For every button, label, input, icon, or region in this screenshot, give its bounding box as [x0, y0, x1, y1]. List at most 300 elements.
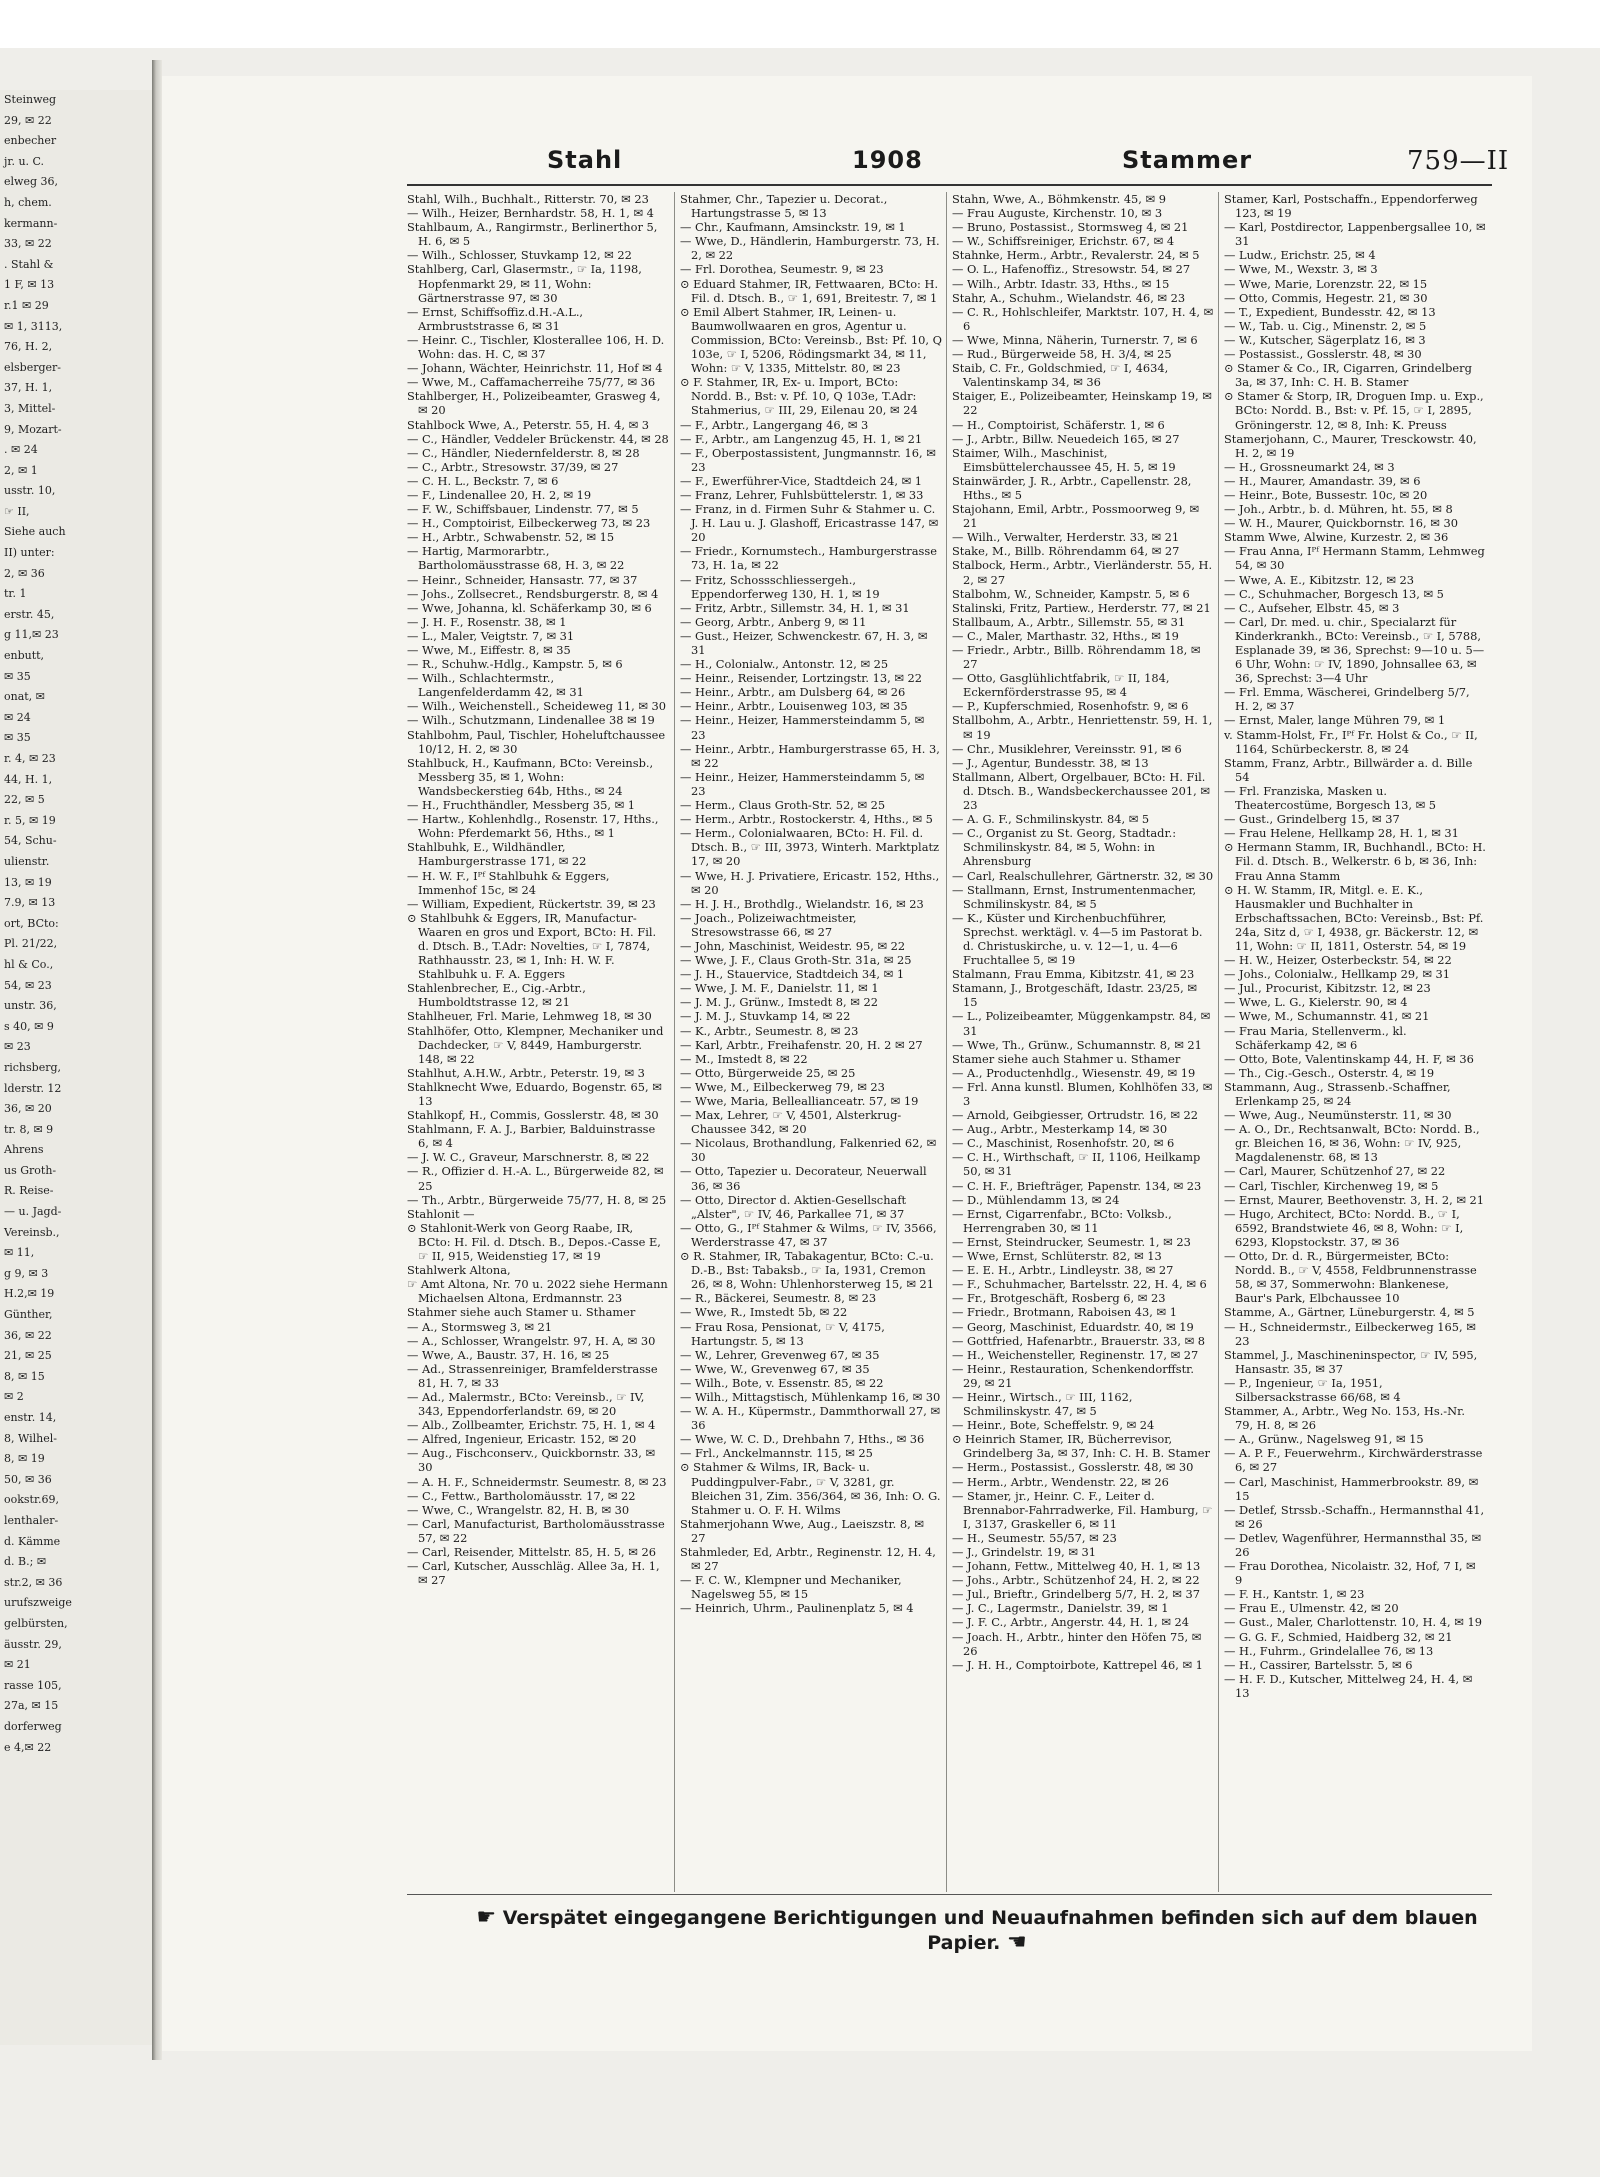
- directory-entry: — K., Küster und Kirchenbuchführer, Sprechst. werktägl. v. 4—5 im Pastorat b. d. Christuskirche, u. v. 12—1, u. 4—6 Fruchtallee 5, ✉ 19: [952, 910, 1203, 968]
- footer-rule: [407, 1894, 1492, 1895]
- directory-entry: Stahlwerk Altona,: [407, 1263, 511, 1278]
- directory-entry: Stahl, Wilh., Buchhalt., Ritterstr. 70, ✉ 23: [407, 192, 649, 206]
- directory-entry: — Frl., Anckelmannstr. 115, ✉ 25: [680, 1446, 873, 1461]
- directory-entry: Stake, M., Billb. Röhrendamm 64, ✉ 27: [952, 544, 1180, 559]
- directory-entry: — Ad., Malermstr., BCto: Vereinsb., ☞ IV, 343, Eppendorferlandstr. 69, ✉ 20: [407, 1389, 645, 1419]
- fragment-line: us Groth-: [4, 1163, 57, 1177]
- fragment-line: onat, ✉: [4, 690, 45, 704]
- fragment-line: 21, ✉ 25: [4, 1349, 52, 1363]
- directory-entry: — J. F. C., Arbtr., Angerstr. 44, H. 1, ✉ 24: [952, 1615, 1190, 1630]
- fragment-line: jr. u. C.: [4, 154, 45, 168]
- directory-entry: — Heinr., Arbtr., Louisenweg 103, ✉ 35: [680, 699, 908, 714]
- directory-entry: Stahlhut, A.H.W., Arbtr., Peterstr. 19, ✉ 3: [407, 1065, 645, 1080]
- directory-entry: — G. G. F., Schmied, Haidberg 32, ✉ 21: [1224, 1629, 1453, 1644]
- fragment-line: lderstr. 12: [4, 1081, 62, 1095]
- directory-entry: — W., Lehrer, Grevenweg 67, ✉ 35: [680, 1347, 880, 1362]
- fragment-line: ☞ II,: [4, 504, 30, 518]
- directory-entry: — C., Arbtr., Stresowstr. 37/39, ✉ 27: [407, 459, 619, 474]
- directory-entry: — Bruno, Postassist., Stormsweg 4, ✉ 21: [952, 220, 1189, 235]
- directory-entry: — Frau Rosa, Pensionat, ☞ V, 4175, Hartungstr. 5, ✉ 13: [680, 1319, 885, 1348]
- directory-entry: — Frau E., Ulmenstr. 42, ✉ 20: [1224, 1601, 1399, 1616]
- directory-entry: — Frau Helene, Hellkamp 28, H. 1, ✉ 31: [1224, 826, 1459, 841]
- directory-entry: Stahlbohm, Paul, Tischler, Hoheluftchaussee 10/12, H. 2, ✉ 30: [407, 727, 666, 756]
- directory-entry: — Wwe, R., Imstedt 5b, ✉ 22: [680, 1305, 848, 1320]
- header-first-entry: Stahl: [547, 146, 623, 174]
- directory-entry: Stahlonit —: [407, 1206, 475, 1221]
- directory-entry: — Alfred, Ingenieur, Ericastr. 152, ✉ 20: [407, 1432, 637, 1447]
- directory-entry: — P., Ingenieur, ☞ Ia, 1951, Silbersackstrasse 66/68, ✉ 4: [1224, 1375, 1401, 1404]
- directory-entry: — Wwe, Ernst, Schlüterstr. 82, ✉ 13: [952, 1249, 1162, 1264]
- header-rule: [407, 184, 1492, 186]
- directory-entry: Stahlbuhk, E., Wildhändler, Hamburgerstrasse 171, ✉ 22: [407, 840, 587, 869]
- directory-entry: Stamm Wwe, Alwine, Kurzestr. 2, ✉ 36: [1224, 530, 1449, 545]
- directory-entry: — Frau Dorothea, Nicolaistr. 32, Hof, 7 I, ✉ 9: [1224, 1559, 1476, 1588]
- directory-entry: — Gust., Maler, Charlottenstr. 10, H. 4, ✉ 19: [1224, 1615, 1482, 1630]
- directory-entry: — Otto, Bote, Valentinskamp 44, H. F, ✉ 36: [1224, 1051, 1474, 1066]
- directory-entry: — Joach. H., Arbtr., hinter den Höfen 75, ✉ 26: [952, 1629, 1202, 1658]
- directory-entry: — R., Bäckerei, Seumestr. 8, ✉ 23: [680, 1291, 877, 1306]
- directory-entry: Stahlkopf, H., Commis, Gosslerstr. 48, ✉ 30: [407, 1108, 659, 1123]
- directory-entry: — Johann, Wächter, Heinrichstr. 11, Hof ✉ 4: [407, 361, 663, 376]
- directory-entry: — Gust., Heizer, Schwenckestr. 67, H. 3, ✉ 31: [680, 628, 928, 657]
- directory-entry: ⊙ H. W. Stamm, IR, Mitgl. e. E. K., Hausmakler und Buchhalter in Erbschaftssachen, BCto: Vereinsb., Bst: Pf. 24a, Sitz d, ☞ I, 4938, gr. Bäckerstr. 12, ✉ 11, Wohn: ☞ II, 1811, Osterstr. 54, ✉ 19: [1224, 882, 1484, 953]
- directory-entry: — Postassist., Gosslerstr. 48, ✉ 30: [1224, 347, 1422, 362]
- directory-entry: — C. R., Hohlschleifer, Marktstr. 107, H. 4, ✉ 6: [952, 304, 1214, 333]
- directory-entry: ☞ Amt Altona, Nr. 70 u. 2022 siehe Hermann Michaelsen Altona, Erdmannstr. 23: [407, 1277, 668, 1306]
- fragment-line: 7.9, ✉ 13: [4, 896, 56, 910]
- fragment-line: d. Kämme: [4, 1534, 61, 1548]
- directory-entry: — Herm., Arbtr., Wendenstr. 22, ✉ 26: [952, 1474, 1169, 1489]
- column-divider: [674, 192, 675, 1892]
- directory-entry: Stamer, Karl, Postschaffn., Eppendorferweg 123, ✉ 19: [1224, 192, 1478, 221]
- directory-entry: — Aug., Fischconserv., Quickbornstr. 33, ✉ 30: [407, 1446, 656, 1475]
- fragment-line: 29, ✉ 22: [4, 113, 52, 127]
- directory-entry: — J. C., Lagermstr., Danielstr. 39, ✉ 1: [952, 1601, 1169, 1616]
- directory-entry: — Frau Auguste, Kirchenstr. 10, ✉ 3: [952, 206, 1163, 221]
- directory-entry: — Wwe, M., Caffamacherreihe 75/77, ✉ 36: [407, 375, 656, 390]
- directory-entry: — Jul., Procurist, Kibitzstr. 12, ✉ 23: [1224, 981, 1431, 996]
- directory-entry: — H., Schneidermstr., Eilbeckerweg 165, ✉ 23: [1224, 1319, 1476, 1348]
- directory-entry: — Ernst, Maler, lange Mühren 79, ✉ 1: [1224, 713, 1446, 728]
- fragment-line: kermann-: [4, 216, 58, 230]
- directory-entry: — Wilh., Mittagstisch, Mühlenkamp 16, ✉ 30: [680, 1389, 941, 1404]
- fragment-line: II) unter:: [4, 546, 55, 560]
- directory-entry: — H., Maurer, Amandastr. 39, ✉ 6: [1224, 473, 1421, 488]
- directory-entry: — R., Schuhw.-Hdlg., Kampstr. 5, ✉ 6: [407, 657, 623, 672]
- header-year: 1908: [852, 146, 923, 174]
- directory-entry: — A., Grünw., Nagelsweg 91, ✉ 15: [1224, 1432, 1424, 1447]
- directory-entry: Stamerjohann, C., Maurer, Tresckowstr. 40, H. 2, ✉ 19: [1224, 431, 1477, 460]
- fragment-line: — u. Jagd-: [4, 1205, 62, 1219]
- column-2: [680, 192, 942, 1892]
- directory-entry: ⊙ Stahmer & Wilms, IR, Back- u. Puddingpulver-Fabr., ☞ V, 3281, gr. Bleichen 31, Zim. 356/364, ✉ 36, Inh: O. G. Stahmer u. O. F. H. Wilms: [680, 1460, 941, 1517]
- directory-entry: — Jul., Brieftr., Grindelberg 5/7, H. 2, ✉ 37: [952, 1587, 1200, 1602]
- directory-entry: Stahlbock Wwe, A., Peterstr. 55, H. 4, ✉ 3: [407, 417, 650, 432]
- directory-entry: — H., Seumestr. 55/57, ✉ 23: [952, 1530, 1117, 1545]
- directory-entry: Stajohann, Emil, Arbtr., Possmoorweg 9, ✉ 21: [952, 502, 1199, 531]
- fragment-line: Siehe auch: [4, 525, 66, 539]
- fragment-line: 36, ✉ 22: [4, 1328, 52, 1342]
- directory-entry: ⊙ R. Stahmer, IR, Tabakagentur, BCto: C.-u. D.-B., Bst: Tabaksb., ☞ Ia, 1931, Cremon 26, ✉ 8, Wohn: Uhlenhorsterweg 15, ✉ 21: [680, 1249, 935, 1292]
- directory-entry: — H. F. D., Kutscher, Mittelweg 24, H. 4, ✉ 13: [1224, 1671, 1473, 1700]
- directory-entry: Stallbaum, A., Arbtr., Sillemstr. 55, ✉ 31: [952, 614, 1186, 629]
- directory-entry: — C., Händler, Niedernfelderstr. 8, ✉ 28: [407, 445, 640, 460]
- directory-entry: — F., Schuhmacher, Bartelsstr. 22, H. 4, ✉ 6: [952, 1277, 1207, 1292]
- fragment-line: tr. 1: [4, 587, 27, 601]
- directory-entry: — J. M. J., Grünw., Imstedt 8, ✉ 22: [680, 995, 878, 1010]
- directory-entry: — Wilh., Schutzmann, Lindenallee 38 ✉ 19: [407, 713, 655, 728]
- directory-entry: Stahmerjohann Wwe, Aug., Laeiszstr. 8, ✉ 27: [680, 1516, 924, 1545]
- directory-entry: — Frl. Anna kunstl. Blumen, Kohlhöfen 33, ✉ 3: [952, 1079, 1213, 1108]
- directory-entry: — Otto, Bürgerweide 25, ✉ 25: [680, 1065, 856, 1080]
- directory-entry: — Arnold, Geibgiesser, Ortrudstr. 16, ✉ 22: [952, 1108, 1199, 1123]
- directory-entry: — Wilh., Schlachtermstr., Langenfelderdamm 42, ✉ 31: [407, 671, 584, 700]
- directory-entry: — Heinr., Restauration, Schenkendorffstr. 29, ✉ 21: [952, 1361, 1194, 1390]
- directory-entry: — Johs., Arbtr., Schützenhof 24, H. 2, ✉ 22: [952, 1573, 1200, 1588]
- directory-entry: — Wwe, Johanna, kl. Schäferkamp 30, ✉ 6: [407, 600, 652, 615]
- fragment-line: hl & Co.,: [4, 957, 54, 971]
- directory-entry: Stahlbuck, H., Kaufmann, BCto: Vereinsb., Messberg 35, ✉ 1, Wohn: Wandsbeckerstieg 64b, Hths., ✉ 24: [407, 755, 654, 798]
- directory-entry: — Friedr., Brotmann, Raboisen 43, ✉ 1: [952, 1305, 1177, 1320]
- fragment-line: 76, H. 2,: [4, 340, 53, 354]
- directory-entry: — Johs., Zollsecret., Rendsburgerstr. 8, ✉ 4: [407, 586, 659, 601]
- top-margin: [0, 0, 1600, 48]
- fragment-line: 8, Wilhel-: [4, 1431, 57, 1445]
- column-divider: [946, 192, 947, 1892]
- directory-entry: — Ernst, Steindrucker, Seumestr. 1, ✉ 23: [952, 1234, 1191, 1249]
- directory-entry: — Wilh., Arbtr. Idastr. 33, Hths., ✉ 15: [952, 276, 1170, 291]
- fragment-line: usstr. 10,: [4, 484, 56, 498]
- directory-entry: — Heinr., Heizer, Hammersteindamm 5, ✉ 23: [680, 769, 925, 798]
- directory-entry: — Wwe, M., Wexstr. 3, ✉ 3: [1224, 262, 1378, 277]
- directory-entry: — Ernst, Cigarrenfabr., BCto: Volksb., Herrengraben 30, ✉ 11: [952, 1206, 1172, 1235]
- directory-entry: — J. H. H., Comptoirbote, Kattrepel 46, ✉ 1: [952, 1657, 1203, 1672]
- fragment-line: 9, Mozart-: [4, 422, 62, 436]
- directory-entry: Stahn, Wwe, A., Böhmkenstr. 45, ✉ 9: [952, 192, 1166, 206]
- directory-entry: — Wwe, A., Baustr. 37, H. 16, ✉ 25: [407, 1347, 610, 1362]
- directory-entry: Stallbohm, A., Arbtr., Henriettenstr. 59, H. 1, ✉ 19: [952, 713, 1213, 742]
- directory-entry: — Frau Maria, Stellenverm., kl. Schäferkamp 42, ✉ 6: [1224, 1023, 1407, 1052]
- directory-entry: Stahlberger, H., Polizeibeamter, Grasweg 4, ✉ 20: [407, 389, 661, 418]
- directory-entry: Staimer, Wilh., Maschinist, Eimsbüttelerchaussee 45, H. 5, ✉ 19: [952, 445, 1176, 474]
- directory-entry: — Carl, Realschullehrer, Gärtnerstr. 32, ✉ 30: [952, 868, 1214, 883]
- fragment-line: ✉ 21: [4, 1658, 31, 1672]
- directory-entry: — Friedr., Kornumstech., Hamburgerstrasse 73, H. 1a, ✉ 22: [680, 544, 937, 573]
- fragment-line: 8, ✉ 15: [4, 1369, 45, 1383]
- fragment-line: g 11,✉ 23: [4, 628, 59, 642]
- directory-entry: — C., Schuhmacher, Borgesch 13, ✉ 5: [1224, 586, 1444, 601]
- fragment-line: rasse 105,: [4, 1678, 62, 1692]
- fragment-line: elsberger-: [4, 360, 62, 374]
- directory-entry: — Hugo, Architect, BCto: Nordd. B., ☞ I, 6592, Brandstwiete 46, ✉ 8, Wohn: ☞ I, 6293, Klopstockstr. 37, ✉ 36: [1224, 1206, 1464, 1249]
- directory-entry: — J. W. C., Graveur, Marschnerstr. 8, ✉ 22: [407, 1150, 650, 1165]
- directory-entry: — Heinr., Heizer, Hammersteindamm 5, ✉ 23: [680, 713, 925, 742]
- directory-entry: — Ernst, Schiffsoffiz.d.H.-A.L., Armbruststrasse 6, ✉ 31: [407, 304, 584, 333]
- directory-entry: Stahnke, Herm., Arbtr., Revalerstr. 24, ✉ 5: [952, 248, 1200, 263]
- fragment-line: ✉ 2: [4, 1390, 24, 1404]
- fragment-line: urufszweige: [4, 1596, 72, 1610]
- fragment-line: ✉ 11,: [4, 1246, 35, 1260]
- fragment-line: e 4,✉ 22: [4, 1740, 52, 1754]
- directory-entry: — F., Oberpostassistent, Jungmannstr. 16, ✉ 23: [680, 445, 936, 474]
- directory-entry: — Wilh., Verwalter, Herderstr. 33, ✉ 21: [952, 530, 1180, 545]
- directory-entry: — Karl, Arbtr., Freihafenstr. 20, H. 2 ✉ 27: [680, 1037, 923, 1052]
- directory-entry: — W. A. H., Küpermstr., Dammthorwall 27, ✉ 36: [680, 1404, 941, 1433]
- directory-entry: — Wwe, Aug., Neumünsterstr. 11, ✉ 30: [1224, 1108, 1452, 1123]
- directory-entry: — C., Händler, Veddeler Brückenstr. 44, ✉ 28: [407, 431, 669, 446]
- directory-entry: — Johann, Fettw., Mittelweg 40, H. 1, ✉ 13: [952, 1559, 1201, 1574]
- directory-entry: — F., Arbtr., Langergang 46, ✉ 3: [680, 417, 869, 432]
- directory-entry: — A. G. F., Schmilinskystr. 84, ✉ 5: [952, 812, 1150, 827]
- directory-entry: — Ad., Strassenreiniger, Bramfelderstrasse 81, H. 7, ✉ 33: [407, 1361, 658, 1390]
- fragment-line: 33, ✉ 22: [4, 237, 52, 251]
- directory-entry: Stahlmann, F. A. J., Barbier, Balduinstrasse 6, ✉ 4: [407, 1122, 656, 1151]
- directory-entry: — Herm., Arbtr., Rostockerstr. 4, Hths., ✉ 5: [680, 812, 933, 827]
- fragment-line: ookstr.69,: [4, 1493, 60, 1507]
- directory-entry: ⊙ Stahlbuhk & Eggers, IR, Manufactur-Waaren en gros und Export, BCto: H. Fil. d. Dtsch. B., T.Adr: Novelties, ☞ I, 7874, Rathhausstr. 23, ✉ 1, Inh: H. W. F. Stahlbuhk u. F. A. Eggers: [407, 910, 657, 982]
- directory-entry: — Hartw., Kohlenhdlg., Rosenstr. 17, Hths., Wohn: Pferdemarkt 56, Hths., ✉ 1: [407, 812, 659, 841]
- fragment-line: 2, ✉ 1: [4, 463, 38, 477]
- directory-entry: — F. C. W., Klempner und Mechaniker, Nagelsweg 55, ✉ 15: [680, 1573, 902, 1602]
- directory-entry: — Joh., Arbtr., b. d. Mühren, ht. 55, ✉ 8: [1224, 502, 1453, 517]
- fragment-line: ✉ 35: [4, 669, 31, 683]
- directory-entry: — Wilh., Heizer, Bernhardstr. 58, H. 1, ✉ 4: [407, 206, 654, 221]
- directory-entry: Staib, C. Fr., Goldschmied, ☞ I, 4634, Valentinskamp 34, ✉ 36: [952, 361, 1169, 390]
- directory-entry: — Carl, Reisender, Mittelstr. 85, H. 5, ✉ 26: [407, 1545, 656, 1559]
- directory-entry: — Chr., Kaufmann, Amsinckstr. 19, ✉ 1: [680, 220, 906, 235]
- fragment-line: 8, ✉ 19: [4, 1452, 45, 1466]
- directory-entry: — Frl. Dorothea, Seumestr. 9, ✉ 23: [680, 262, 884, 277]
- directory-entry: — Th., Cig.-Gesch., Osterstr. 4, ✉ 19: [1224, 1065, 1435, 1080]
- fragment-line: str.2, ✉ 36: [4, 1575, 63, 1589]
- fragment-line: s 40, ✉ 9: [4, 1019, 54, 1033]
- directory-entry: Stammel, J., Maschineninspector, ☞ IV, 595, Hansastr. 35, ✉ 37: [1224, 1347, 1478, 1376]
- directory-entry: Stahmer, Chr., Tapezier u. Decorat., Hartungstrasse 5, ✉ 13: [680, 192, 888, 221]
- directory-entry: — L., Polizeibeamter, Müggenkampstr. 84, ✉ 31: [952, 1009, 1211, 1038]
- directory-entry: — Chr., Musiklehrer, Vereinsstr. 91, ✉ 6: [952, 741, 1182, 756]
- directory-entry: — T., Expedient, Bundesstr. 42, ✉ 13: [1224, 304, 1436, 319]
- fragment-line: 37, H. 1,: [4, 381, 53, 395]
- directory-entry: — M., Imstedt 8, ✉ 22: [680, 1051, 808, 1066]
- fragment-line: ort, BCto:: [4, 916, 59, 930]
- directory-entry: — A., Stormsweg 3, ✉ 21: [407, 1319, 552, 1334]
- directory-entry: — Detlev, Wagenführer, Hermannsthal 35, ✉ 26: [1224, 1530, 1482, 1559]
- fragment-line: H.2,✉ 19: [4, 1287, 55, 1301]
- directory-entry: Stalbock, Herm., Arbtr., Vierländerstr. 55, H. 2, ✉ 27: [952, 558, 1213, 587]
- directory-entry: — Heinrich, Uhrm., Paulinenplatz 5, ✉ 4: [680, 1601, 914, 1616]
- directory-entry: — Carl, Maurer, Schützenhof 27, ✉ 22: [1224, 1164, 1446, 1179]
- directory-entry: ⊙ Emil Albert Stahmer, IR, Leinen- u. Baumwollwaaren en gros, Agentur u. Commission, BCto: Vereinsb., Bst: Pf. 10, Q 103e, ☞ I, 5206, Rödingsmarkt 34, ✉ 11, Wohn: ☞ V, 1335, Mittelstr. 80, ✉ 23: [680, 304, 942, 376]
- directory-entry: — W., Kutscher, Sägerplatz 16, ✉ 3: [1224, 332, 1426, 347]
- directory-entry: — J., Arbtr., Billw. Neuedeich 165, ✉ 27: [952, 431, 1180, 446]
- directory-entry: — Frl. Franziska, Masken u. Theatercostüme, Borgesch 13, ✉ 5: [1224, 783, 1437, 813]
- directory-entry: — A. H. F., Schneidermstr. Seumestr. 8, ✉ 23: [407, 1474, 667, 1489]
- fragment-line: 2, ✉ 36: [4, 566, 45, 580]
- directory-entry: — Wwe, C., Wrangelstr. 82, H. B, ✉ 30: [407, 1502, 630, 1517]
- directory-entry: Stamann, J., Brotgeschäft, Idastr. 23/25, ✉ 15: [952, 981, 1197, 1010]
- directory-entry: — F., Lindenallee 20, H. 2, ✉ 19: [407, 487, 592, 502]
- fragment-line: 3, Mittel-: [4, 401, 56, 415]
- directory-entry: Stahmleder, Ed, Arbtr., Reginenstr. 12, H. 4, ✉ 27: [680, 1545, 936, 1574]
- directory-entry: Stahlenbrecher, E., Cig.-Arbtr., Humboldtstrasse 12, ✉ 21: [407, 981, 586, 1010]
- fragment-line: elweg 36,: [4, 175, 58, 189]
- fragment-line: R. Reise-: [4, 1184, 54, 1198]
- directory-entry: Stallmann, Albert, Orgelbauer, BCto: H. Fil. d. Dtsch. B., Wandsbeckerchaussee 201, ✉ 23: [952, 769, 1210, 813]
- directory-entry: — John, Maschinist, Weidestr. 95, ✉ 22: [680, 938, 906, 953]
- directory-entry: — H., Comptoirist, Eilbeckerweg 73, ✉ 23: [407, 516, 651, 531]
- directory-entry: — H., Colonialw., Antonstr. 12, ✉ 25: [680, 657, 889, 672]
- directory-entry: — Otto, Director d. Aktien-Gesellschaft „Alster", ☞ IV, 46, Parkallee 71, ✉ 37: [680, 1192, 907, 1221]
- directory-entry: — Nicolaus, Brothandlung, Falkenried 62, ✉ 30: [680, 1136, 937, 1165]
- fragment-line: lenthaler-: [4, 1513, 59, 1527]
- directory-entry: — Gottfried, Hafenarbtr., Brauerstr. 33, ✉ 8: [952, 1333, 1206, 1348]
- column-divider: [1218, 192, 1219, 1892]
- directory-entry: — P., Kupferschmied, Rosenhofstr. 9, ✉ 6: [952, 699, 1189, 714]
- fragment-line: unstr. 36,: [4, 999, 57, 1013]
- directory-entry: — F., Ewerführer-Vice, Stadtdeich 24, ✉ 1: [680, 473, 923, 488]
- directory-entry: — Otto, Dr. d. R., Bürgermeister, BCto: Nordd. B., ☞ V, 4558, Feldbrunnenstrasse 58, ✉ 37, Sommerwohn: Blankenese, Baur's Park, Elbchaussee 10: [1224, 1249, 1477, 1306]
- directory-entry: — F. W., Schiffsbauer, Lindenstr. 77, ✉ 5: [407, 502, 639, 517]
- fragment-line: enstr. 14,: [4, 1411, 57, 1424]
- fragment-line: 36, ✉ 20: [4, 1102, 52, 1116]
- directory-entry: ⊙ Stahlonit-Werk von Georg Raabe, IR, BCto: H. Fil. d. Dtsch. B., Depos.-Casse E, ☞ II, 915, Weidenstieg 17, ✉ 19: [407, 1220, 661, 1264]
- fragment-line: Pl. 21/22,: [4, 937, 58, 951]
- page-gutter: [152, 60, 162, 2060]
- directory-entry: — Wilh., Weichenstell., Scheideweg 11, ✉ 30: [407, 699, 667, 714]
- fragment-line: ✉ 24: [4, 710, 31, 724]
- fragment-line: 50, ✉ 36: [4, 1472, 52, 1486]
- directory-entry: — L., Maler, Veigtstr. 7, ✉ 31: [407, 628, 575, 643]
- directory-entry: — C., Maler, Marthastr. 32, Hths., ✉ 19: [952, 628, 1179, 643]
- directory-entry: Stahr, A., Schuhm., Wielandstr. 46, ✉ 23: [952, 290, 1186, 305]
- directory-entry: — A. O., Dr., Rechtsanwalt, BCto: Nordd. B., gr. Bleichen 16, ✉ 36, Wohn: ☞ IV, 925, Magdalenenstr. 68, ✉ 13: [1224, 1122, 1480, 1165]
- fragment-line: d. B.; ✉: [4, 1555, 47, 1569]
- fragment-line: äusstr. 29,: [4, 1637, 62, 1651]
- fragment-line: Steinweg: [4, 93, 57, 106]
- fragment-line: . ✉ 24: [4, 443, 38, 457]
- directory-entry: — Wwe, D., Händlerin, Hamburgerstr. 73, H. 2, ✉ 22: [680, 234, 940, 263]
- directory-entry: — Carl, Manufacturist, Bartholomäusstrasse 57, ✉ 22: [407, 1516, 665, 1545]
- fragment-line: . Stahl &: [4, 257, 54, 271]
- directory-entry: — H., Comptoirist, Schäferstr. 1, ✉ 6: [952, 417, 1165, 432]
- directory-entry: — Wwe, L. G., Kielerstr. 90, ✉ 4: [1224, 995, 1408, 1010]
- directory-entry: — C., Aufseher, Elbstr. 45, ✉ 3: [1224, 600, 1400, 615]
- directory-entry: — Hartig, Marmorarbtr., Bartholomäusstrasse 68, H. 3, ✉ 22: [407, 544, 625, 573]
- directory-entry: — H., Fruchthändler, Messberg 35, ✉ 1: [407, 798, 635, 813]
- directory-entry: Stalmann, Frau Emma, Kibitzstr. 41, ✉ 23: [952, 967, 1195, 982]
- directory-entry: — Stamer, jr., Heinr. C. F., Leiter d. Brennabor-Fahrradwerke, Fil. Hamburg, ☞ I, 3137, Graskeller 6, ✉ 11: [952, 1488, 1213, 1531]
- directory-entry: — Wwe, W. C. D., Drehbahn 7, Hths., ✉ 36: [680, 1432, 925, 1447]
- directory-entry: — H., Cassirer, Bartelsstr. 5, ✉ 6: [1224, 1657, 1413, 1672]
- directory-entry: — C. H., Wirthschaft, ☞ II, 1106, Heilkamp 50, ✉ 31: [952, 1150, 1201, 1179]
- directory-entry: — Frl. Emma, Wäscherei, Grindelberg 5/7, H. 2, ✉ 37: [1224, 685, 1470, 714]
- directory-entry: — O. L., Hafenoffiz., Stresowstr. 54, ✉ 27: [952, 262, 1191, 277]
- directory-entry: Stahmer siehe auch Stamer u. Sthamer: [407, 1305, 636, 1320]
- directory-entry: — H. W., Heizer, Osterbeckstr. 54, ✉ 22: [1224, 953, 1452, 968]
- directory-entry: — Wwe, W., Grevenweg 67, ✉ 35: [680, 1361, 870, 1376]
- directory-entry: — Otto, Tapezier u. Decorateur, Neuerwall 36, ✉ 36: [680, 1164, 927, 1193]
- directory-entry: — Heinr., Arbtr., Hamburgerstrasse 65, H. 3, ✉ 22: [680, 741, 940, 770]
- directory-entry: Stalinski, Fritz, Partiew., Herderstr. 77, ✉ 21: [952, 600, 1211, 615]
- directory-entry: Staiger, E., Polizeibeamter, Heinskamp 19, ✉ 22: [952, 389, 1212, 418]
- footer-note: [437, 1905, 1517, 1955]
- directory-entry: — J. H., Stauervice, Stadtdeich 34, ✉ 1: [680, 967, 905, 982]
- directory-entry: — C. H. F., Briefträger, Papenstr. 134, ✉ 23: [952, 1178, 1202, 1193]
- fragment-line: 54, ✉ 23: [4, 978, 52, 992]
- directory-entry: — Max, Lehrer, ☞ V, 4501, Alsterkrug-Chaussee 342, ✉ 20: [680, 1108, 902, 1137]
- directory-entry: — Aug., Arbtr., Mesterkamp 14, ✉ 30: [952, 1122, 1168, 1137]
- directory-entry: ⊙ Stamer & Storp, IR, Droguen Imp. u. Exp., BCto: Nordd. B., Bst: v. Pf. 15, ☞ I, 2895, Gröningerstr. 12, ✉ 8, Inh: K. Preuss: [1224, 389, 1484, 432]
- directory-entry: Stammer, A., Arbtr., Weg No. 153, Hs.-Nr. 79, H. 8, ✉ 26: [1224, 1404, 1465, 1433]
- directory-entry: — Heinr., Bote, Scheffelstr. 9, ✉ 24: [952, 1418, 1155, 1433]
- directory-entry: — Franz, Lehrer, Fuhlsbüttelerstr. 1, ✉ 33: [680, 487, 924, 502]
- directory-entry: — C. H. L., Beckstr. 7, ✉ 6: [407, 473, 559, 488]
- fragment-line: ✉ 35: [4, 731, 31, 745]
- directory-entry: — Wwe, Minna, Näherin, Turnerstr. 7, ✉ 6: [952, 332, 1198, 347]
- directory-entry: — Ernst, Maurer, Beethovenstr. 3, H. 2, ✉ 21: [1224, 1192, 1484, 1207]
- directory-entry: — Heinr. C., Tischler, Klosterallee 106, H. D. Wohn: das. H. C, ✉ 37: [407, 332, 665, 362]
- fragment-line: gelbürsten,: [4, 1616, 68, 1630]
- directory-entry: — Heinr., Schneider, Hansastr. 77, ✉ 37: [407, 572, 638, 587]
- fragment-line: enbutt,: [4, 649, 45, 663]
- fragment-line: Vereinsb.,: [4, 1225, 60, 1239]
- directory-entry: ⊙ Heinrich Stamer, IR, Bücherrevisor, Grindelberg 3a, ✉ 37, Inh: C. H. B. Stamer: [952, 1432, 1210, 1461]
- directory-entry: — Wwe, Th., Grünw., Schumannstr. 8, ✉ 21: [952, 1037, 1202, 1052]
- directory-entry: — H. W. F., Iᴾᶠ Stahlbuhk & Eggers, Immenhof 15c, ✉ 24: [407, 868, 610, 897]
- fragment-line: 44, H. 1,: [4, 772, 53, 786]
- directory-entry: — R., Offizier d. H.-A. L., Bürgerweide 82, ✉ 25: [407, 1164, 664, 1193]
- directory-entry: — Th., Arbtr., Bürgerweide 75/77, H. 8, ✉ 25: [407, 1192, 667, 1207]
- directory-entry: — Heinr., Bote, Bussestr. 10c, ✉ 20: [1224, 487, 1428, 502]
- page-number: 759—II: [1407, 146, 1510, 176]
- header-last-entry: Stammer: [1122, 146, 1253, 174]
- directory-entry: — Fritz, Arbtr., Sillemstr. 34, H. 1, ✉ 31: [680, 600, 910, 615]
- fragment-line: erstr. 45,: [4, 607, 55, 621]
- fragment-line: 27a, ✉ 15: [4, 1699, 59, 1713]
- column-1: [407, 192, 669, 1892]
- fragment-line: Günther,: [4, 1308, 53, 1322]
- directory-entry: — Rud., Bürgerweide 58, H. 3/4, ✉ 25: [952, 347, 1172, 362]
- directory-entry: — Wwe, Maria, Belleallianceatr. 57, ✉ 19: [680, 1094, 919, 1108]
- fragment-line: ✉ 1, 3113,: [4, 319, 63, 333]
- directory-entry: — Franz, in d. Firmen Suhr & Stahmer u. C. J. H. Lau u. J. Glashoff, Ericastrasse 147, ✉ 20: [680, 502, 939, 545]
- directory-entry: — Georg, Maschinist, Eduardstr. 40, ✉ 19: [952, 1319, 1194, 1334]
- directory-entry: Stahlknecht Wwe, Eduardo, Bogenstr. 65, ✉ 13: [407, 1079, 662, 1108]
- directory-entry: — W., Schiffsreiniger, Erichstr. 67, ✉ 4: [952, 234, 1175, 249]
- directory-entry: — A., Schlosser, Wrangelstr. 97, H. A, ✉ 30: [407, 1333, 656, 1348]
- pointing-hand-right-icon: ☚: [1007, 1930, 1027, 1955]
- fragment-line: dorferweg: [4, 1719, 62, 1733]
- fragment-line: g 9, ✉ 3: [4, 1266, 49, 1280]
- directory-entry: Stahlhöfer, Otto, Klempner, Mechaniker und Dachdecker, ☞ V, 8449, Hamburgerstr. 148, ✉ 22: [407, 1023, 664, 1066]
- directory-entry: — Wwe, J. F., Claus Groth-Str. 31a, ✉ 25: [680, 953, 912, 968]
- fragment-line: ulienstr.: [4, 854, 50, 868]
- fragment-line: 22, ✉ 5: [4, 793, 45, 807]
- directory-entry: — Carl, Dr. med. u. chir., Specialarzt für Kinderkrankh., BCto: Vereinsb., ☞ I, 5788, Esplanade 39, ✉ 36, Sprechst: 9—10 u. 5—6 Uhr, Wohn: ☞ IV, 1890, Johnsallee 63, ✉ 36, Sprechst: 3—4 Uhr: [1224, 614, 1485, 686]
- directory-entry: Stamer siehe auch Stahmer u. Sthamer: [952, 1051, 1181, 1066]
- directory-entry: — K., Arbtr., Seumestr. 8, ✉ 23: [680, 1023, 859, 1038]
- directory-entry: — Detlef, Strssb.-Schaffn., Hermannsthal 41, ✉ 26: [1224, 1502, 1485, 1531]
- fragment-line: 1 F, ✉ 13: [4, 278, 55, 292]
- directory-entry: Stammann, Aug., Strassenb.-Schaffner, Erlenkamp 25, ✉ 24: [1224, 1079, 1451, 1108]
- directory-entry: Stalbohm, W., Schneider, Kampstr. 5, ✉ 6: [952, 586, 1190, 601]
- directory-entry: — F. H., Kantstr. 1, ✉ 23: [1224, 1587, 1365, 1602]
- directory-entry: — Joach., Polizeiwachtmeister, Stresowstrasse 66, ✉ 27: [680, 910, 857, 939]
- fragment-line: ✉ 23: [4, 1040, 31, 1054]
- directory-entry: — Wwe, M., Eilbeckerweg 79, ✉ 23: [680, 1079, 885, 1094]
- column-4: [1224, 192, 1486, 1892]
- directory-entry: — Johs., Colonialw., Hellkamp 29, ✉ 31: [1224, 967, 1450, 982]
